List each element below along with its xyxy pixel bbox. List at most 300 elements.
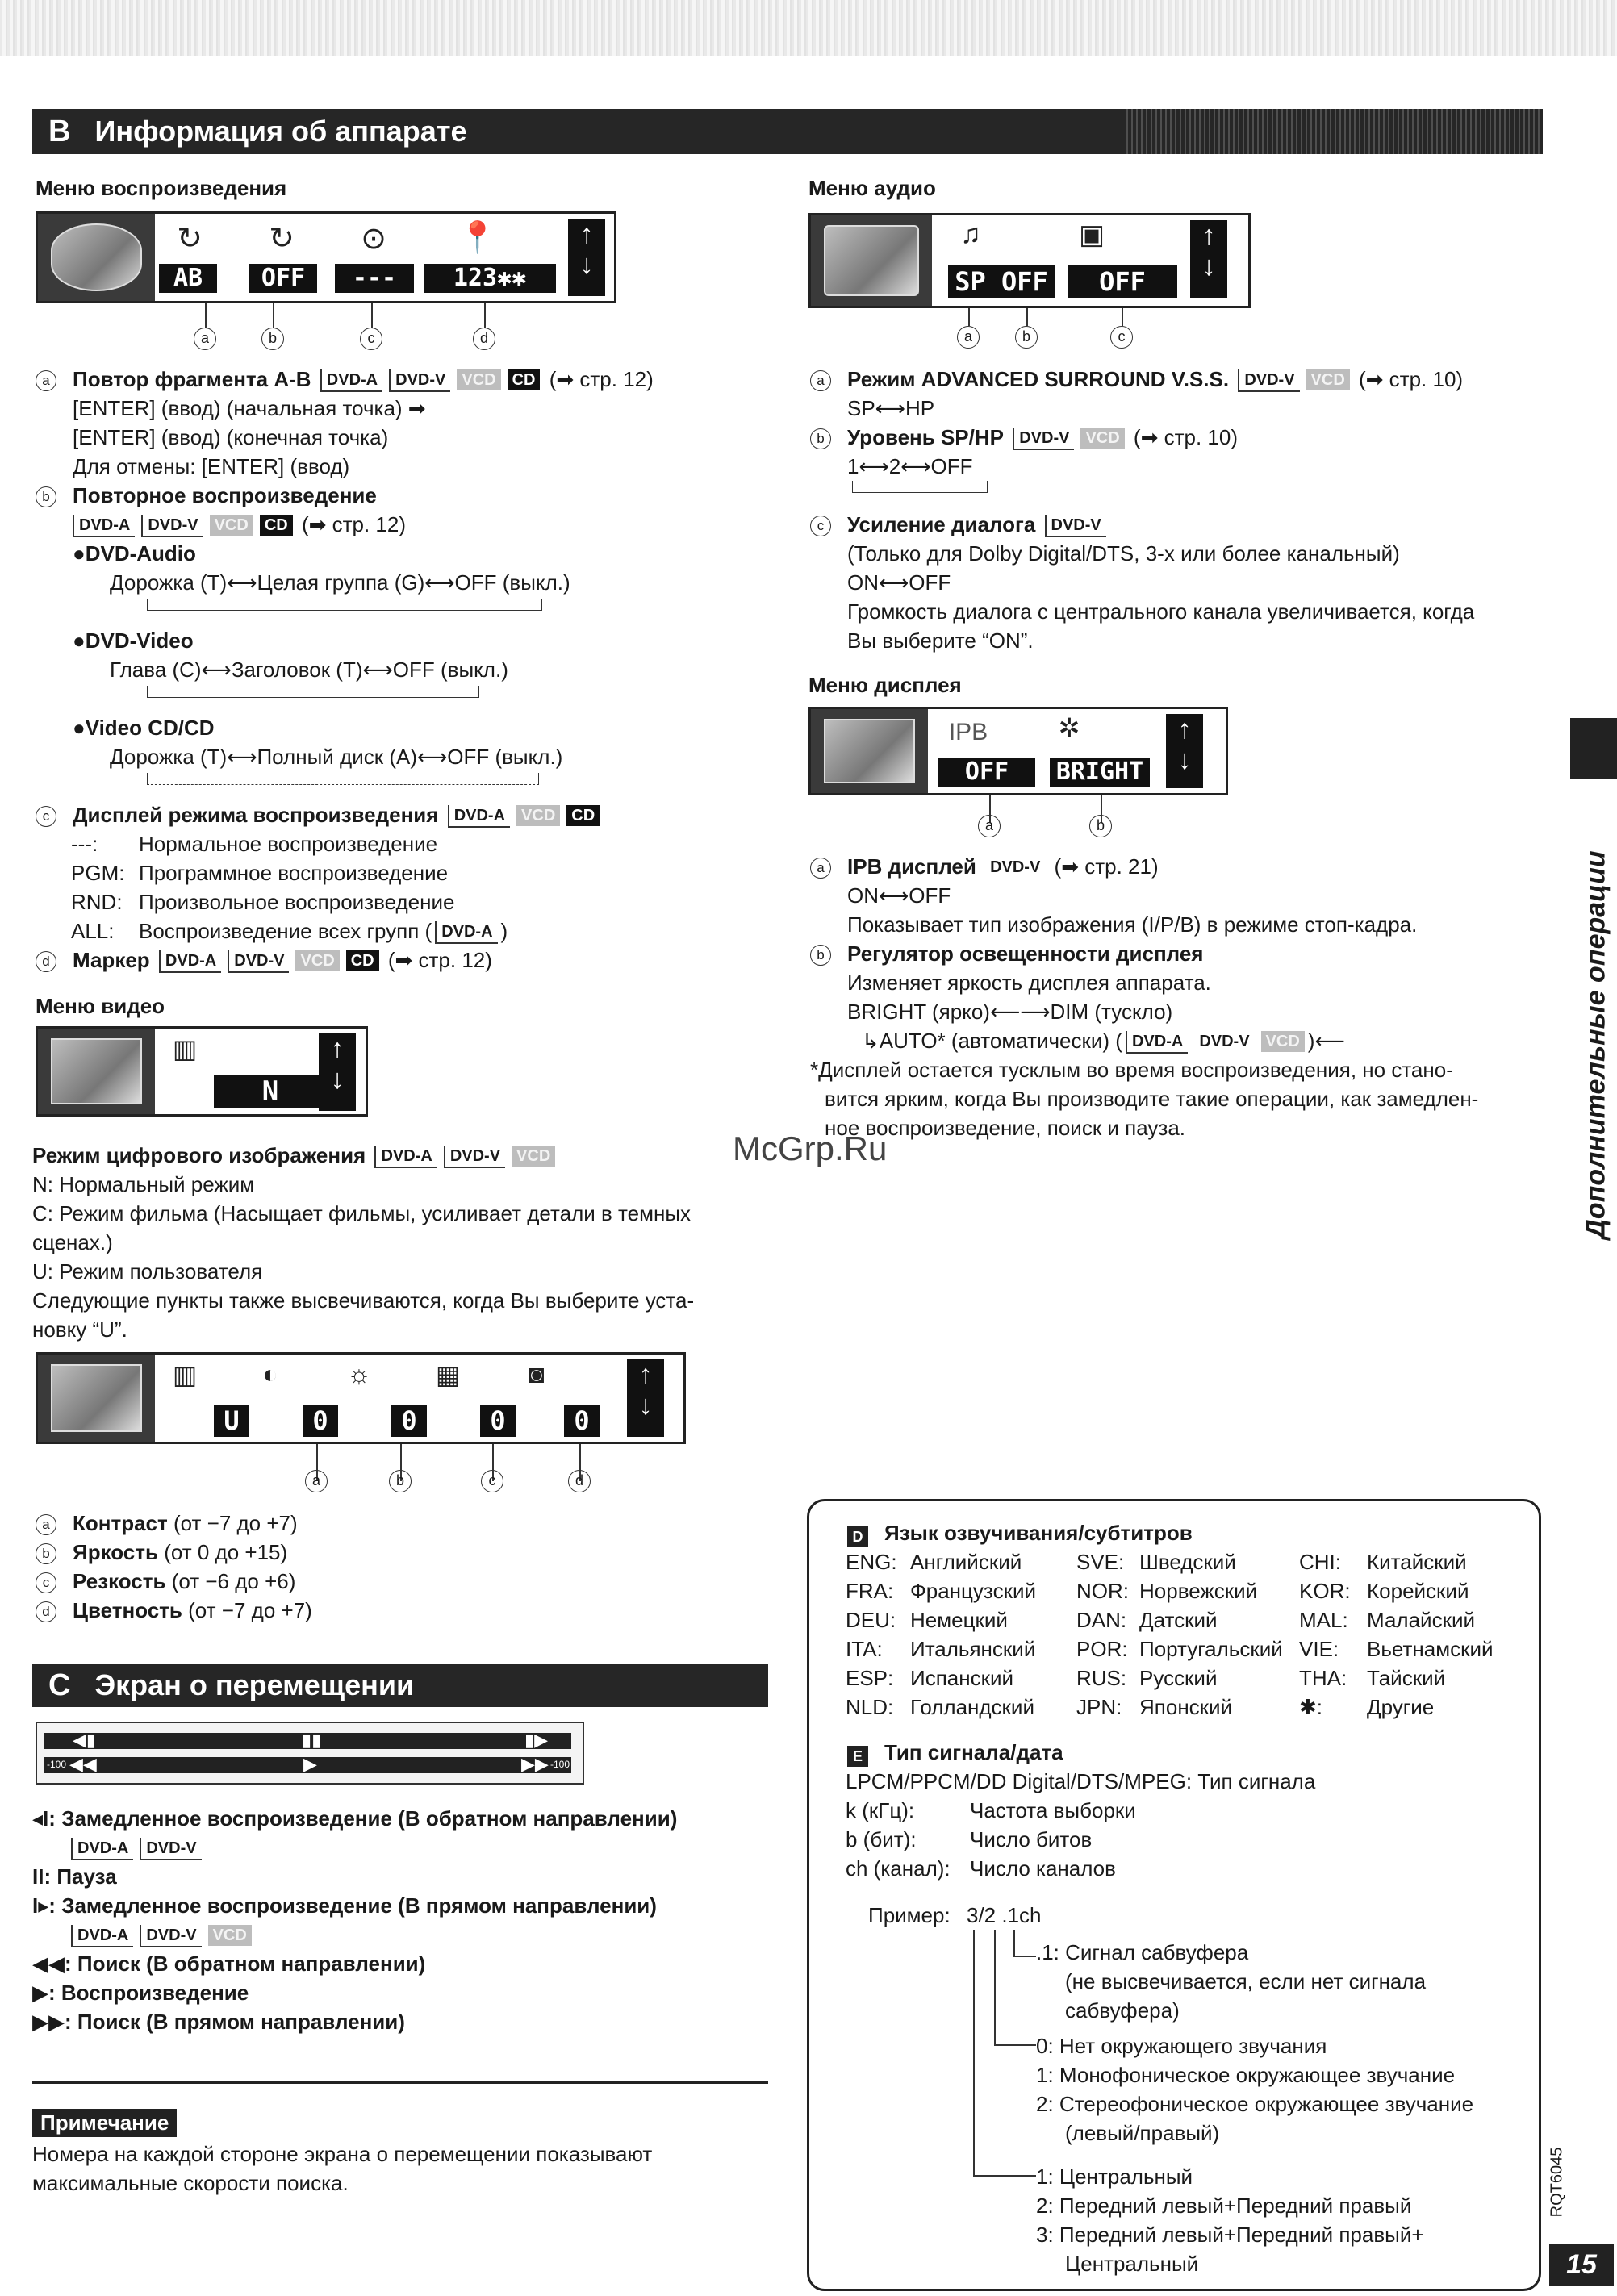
box-title: Язык озвучивания/субтитров <box>884 1521 1193 1545</box>
mode-value: Программное воспроизведение <box>139 861 449 885</box>
auto-text: ↳AUTO* (автоматически) ( <box>862 1029 1122 1053</box>
item-a-line2: [ENTER] (ввод) (конечная точка) <box>73 425 389 449</box>
video-cd-label: ●Video CD/CD <box>73 716 215 740</box>
scan-top-strip <box>0 0 1617 56</box>
up-down-arrows-icon: ↑ ↓ <box>568 219 605 296</box>
language-code: CHI: <box>1299 1550 1341 1574</box>
example-line <box>973 2175 1036 2177</box>
language-name: Испанский <box>910 1666 1014 1690</box>
item-marker: b <box>36 486 56 507</box>
video-line: U: Режим пользователя <box>32 1259 263 1284</box>
item-marker: d <box>36 1601 56 1622</box>
language-name: Тайский <box>1367 1666 1446 1690</box>
marker-b: b <box>389 1470 412 1492</box>
osd-dialogue-off: OFF <box>1068 265 1177 298</box>
dvd-audio-seq: Дорожка (T)⟷Целая группа (G)⟷OFF (выкл.) <box>110 570 570 595</box>
symbol: ▶▶: <box>32 2010 72 2034</box>
marker-line <box>968 308 970 326</box>
adjust-title: Яркость <box>73 1540 158 1564</box>
video-osd <box>36 1026 368 1117</box>
tag-dvd-a: DVD-A <box>71 1925 133 1947</box>
tag-vcd: VCD <box>1306 369 1350 390</box>
video-thumbnail <box>38 1029 155 1114</box>
tag-cd: CD <box>346 950 379 971</box>
language-code: ESP: <box>846 1666 894 1690</box>
adjust-contrast <box>36 1509 298 1538</box>
slow-reverse-icon: ◀▮ <box>73 1730 97 1750</box>
transport-label: Пауза <box>56 1864 117 1889</box>
repeat-ab-icon: ↻ <box>177 222 203 256</box>
marker-line <box>1122 308 1123 326</box>
example-line-text: 1: Центральный <box>1036 2165 1193 2189</box>
example-label: Пример: <box>868 1903 951 1927</box>
signal-type-line: LPCM/PPCM/DD Digital/DTS/MPEG: Тип сигнала <box>846 1769 1316 1793</box>
digital-picture-mode <box>32 1141 558 1170</box>
tag-dvd-v: DVD-V <box>1199 1033 1250 1050</box>
side-title-text: Дополнительные операции <box>1580 850 1611 1239</box>
item-marker: a <box>810 370 831 391</box>
display-footnote: ное воспроизведение, поиск и пауза. <box>825 1116 1186 1140</box>
mode-title: Режим цифрового изображения <box>32 1143 366 1167</box>
language-code: SVE: <box>1076 1550 1125 1574</box>
transport-row <box>32 1949 425 1978</box>
osd-ab: AB <box>159 264 217 293</box>
tag-dvd-a: DVD-A <box>71 1838 133 1860</box>
language-name: Малайский <box>1367 1608 1475 1632</box>
mode-key: PGM: <box>71 861 125 885</box>
item-marker: b <box>36 1543 56 1564</box>
section-title: Экран о перемещении <box>94 1668 415 1701</box>
box-e-heading <box>847 1738 1063 1767</box>
section-b-header <box>32 109 1543 154</box>
mode-row: Нормальное воспроизведение <box>139 832 438 856</box>
item-marker: d <box>36 951 56 972</box>
display-a-seq: ON⟷OFF <box>847 883 951 908</box>
language-code: JPN: <box>1076 1695 1122 1719</box>
loop-line <box>147 773 539 785</box>
mode-key: ALL: <box>71 919 115 943</box>
osd-color: 0 <box>564 1405 600 1437</box>
section-letter: D <box>847 1526 868 1547</box>
transport-row <box>32 1804 677 1833</box>
transport-label: Замедленное воспроизведение (В обратном направлении) <box>61 1806 678 1831</box>
video-cd-seq: Дорожка (T)⟷Полный диск (A)⟷OFF (выкл.) <box>110 745 563 769</box>
paren: ) <box>500 919 508 943</box>
loop-line <box>147 686 479 698</box>
marker-d: d <box>568 1470 591 1492</box>
display-b-seq2 <box>862 1026 1345 1055</box>
up-down-arrows-icon: ↑ ↓ <box>319 1033 356 1111</box>
disc-thumbnail <box>38 214 155 301</box>
marker-b: b <box>1015 326 1038 349</box>
marker-b: b <box>261 328 284 350</box>
language-name: Голландский <box>910 1695 1034 1719</box>
language-code: THA: <box>1299 1666 1348 1690</box>
dialogue-icon: ▣ <box>1078 219 1105 250</box>
marker-pin-icon: 📍 <box>458 221 497 255</box>
language-code: NOR: <box>1076 1579 1129 1603</box>
play-icon: ▶ <box>303 1754 317 1774</box>
tag-dvd-a: DVD-A <box>320 369 382 392</box>
tag-cd: CD <box>508 369 541 390</box>
adjust-range: (от −7 до +7) <box>182 1598 312 1622</box>
playback-item-d <box>36 946 492 975</box>
up-down-arrows-icon: ↑ ↓ <box>1166 714 1203 788</box>
video-thumbnail <box>38 1355 155 1442</box>
up-down-arrows-icon: ↑ ↓ <box>627 1359 664 1437</box>
language-code: KOR: <box>1299 1579 1351 1603</box>
note-line1: Номера на каждой стороне экрана о перемещении показывают <box>32 2142 653 2166</box>
note-label: Примечание <box>32 2109 177 2137</box>
dvd-audio-label: ●DVD-Audio <box>73 541 196 566</box>
item-a-line1: [ENTER] (ввод) (начальная точка) ➡ <box>73 396 426 420</box>
language-name: Корейский <box>1367 1579 1469 1603</box>
language-name: Немецкий <box>910 1608 1008 1632</box>
symbol: I▸: <box>32 1893 56 1918</box>
marker-line <box>205 303 207 328</box>
pause-icon: ▮▮ <box>302 1730 322 1750</box>
transport-label: Воспроизведение <box>61 1981 249 2005</box>
tag-vcd: VCD <box>295 950 339 971</box>
mode-value: Воспроизведение всех групп ( <box>139 919 432 943</box>
osd-marker: 123✱✱ <box>424 264 556 293</box>
disc-play-icon: ⊙ <box>361 222 386 256</box>
osd-ipb-off: OFF <box>938 758 1035 787</box>
language-name: Японский <box>1139 1695 1233 1719</box>
adjust-title: Резкость <box>73 1569 166 1593</box>
box-d-heading <box>847 1518 1193 1547</box>
doc-code <box>1541 2138 1573 2227</box>
example-line <box>973 1930 975 2177</box>
example-line-text: 3: Передний левый+Передний правый+ <box>1036 2223 1424 2247</box>
tag-dvd-v: DVD-V <box>1045 515 1106 537</box>
paren: )⟵ <box>1307 1029 1345 1053</box>
marker-line <box>371 303 373 328</box>
marker-c: c <box>481 1470 503 1492</box>
tag-dvd-a: DVD-A <box>435 921 497 944</box>
adjust-range: (от −6 до +6) <box>165 1569 296 1593</box>
display-osd <box>808 707 1228 795</box>
mode-row <box>71 829 98 858</box>
transport-bar <box>36 1722 584 1785</box>
playback-item-b <box>36 481 377 510</box>
item-title: Уровень SP/HP <box>847 425 1004 449</box>
marker-a: a <box>978 815 1001 837</box>
signal-value: Частота выборки <box>970 1798 1136 1822</box>
tag-dvd-v: DVD-V <box>990 858 1041 876</box>
item-title: Дисплей режима воспроизведения <box>73 803 439 827</box>
osd-user: U <box>214 1405 249 1437</box>
language-name: Итальянский <box>910 1637 1036 1661</box>
example-line <box>994 2044 1036 2046</box>
item-marker: c <box>36 1572 56 1593</box>
item-title: Повтор фрагмента A-B <box>73 367 311 391</box>
page-ref: (➡ стр. 21) <box>1054 854 1159 879</box>
video-line: Следующие пункты также высвечиваются, когда Вы выберите уста- <box>32 1288 695 1313</box>
item-marker: b <box>810 945 831 966</box>
slow-forward-icon: ▮▶ <box>524 1730 549 1750</box>
language-code: MAL: <box>1299 1608 1348 1632</box>
audio-a-seq: SP⟷HP <box>847 396 935 420</box>
search-reverse-icon: ◀◀ <box>69 1754 97 1774</box>
audio-c-line1: (Только для Dolby Digital/DTS, 3-х или более канальный) <box>847 541 1400 566</box>
language-code: NLD: <box>846 1695 894 1719</box>
example-line-text: 1: Монофоническое окружающее звучание <box>1036 2063 1456 2087</box>
item-a-line3: Для отмены: [ENTER] (ввод) <box>73 454 350 478</box>
example-line-text: 0: Нет окружающего звучания <box>1036 2034 1327 2058</box>
display-menu-heading: Меню дисплея <box>808 673 962 697</box>
display-item-b <box>810 939 1203 968</box>
video-line: новку “U”. <box>32 1317 127 1342</box>
contrast-icon: ◐ <box>262 1359 278 1388</box>
tag-cd: CD <box>260 515 293 536</box>
transport-label: Поиск (В обратном направлении) <box>77 1952 426 1976</box>
symbol: ◀◀: <box>32 1952 72 1976</box>
brightness-icon: ✲ <box>1058 713 1080 742</box>
item-title: Повторное воспроизведение <box>73 483 377 507</box>
marker-line <box>1026 308 1028 326</box>
item-b-tags <box>69 510 406 539</box>
page-ref: (➡ стр. 10) <box>1133 425 1238 449</box>
video-line: N: Нормальный режим <box>32 1172 255 1196</box>
example-line-text: Центральный <box>1065 2252 1199 2276</box>
tag-dvd-a: DVD-A <box>159 950 221 973</box>
language-code: VIE: <box>1299 1637 1339 1661</box>
language-name: Португальский <box>1139 1637 1283 1661</box>
osd-mode: --- <box>335 264 414 293</box>
adjust-range: (от −7 до +7) <box>167 1511 298 1535</box>
watermark: McGrp.Ru <box>733 1129 888 1167</box>
speaker-thumbnail <box>811 215 932 306</box>
language-name: Вьетнамский <box>1367 1637 1494 1661</box>
item-title: IPB дисплей <box>847 854 976 879</box>
adjust-title: Контраст <box>73 1511 168 1535</box>
item-marker: c <box>810 516 831 536</box>
tag-vcd: VCD <box>457 369 500 390</box>
transport-label: Замедленное воспроизведение (В прямом направлении) <box>61 1893 657 1918</box>
item-marker: a <box>36 1514 56 1535</box>
left-speed: -100 <box>47 1759 67 1770</box>
audio-osd <box>808 213 1251 308</box>
audio-item-b <box>810 423 1238 452</box>
tag-vcd: VCD <box>210 515 253 536</box>
audio-b-seq: 1⟷2⟷OFF <box>847 454 973 478</box>
page-ref: (➡ стр. 12) <box>549 367 654 391</box>
user-picture-osd <box>36 1352 686 1444</box>
example-line-text: 2: Стереофоническое окружающее звучание <box>1036 2092 1474 2116</box>
audio-c-line4: Вы выберите “ON”. <box>847 628 1034 653</box>
dvd-video-seq: Глава (C)⟷Заголовок (T)⟷OFF (выкл.) <box>110 657 508 682</box>
signal-key: ch (канал): <box>846 1856 951 1881</box>
language-code: RUS: <box>1076 1666 1127 1690</box>
loop-line <box>852 481 988 493</box>
side-title <box>1580 803 1612 1287</box>
playback-osd <box>36 211 616 303</box>
note-line2: максимальные скорости поиска. <box>32 2171 349 2195</box>
adjust-sharpness <box>36 1567 295 1596</box>
example-value: 3/2 .1ch <box>967 1903 1042 1927</box>
language-code: POR: <box>1076 1637 1128 1661</box>
signal-value: Число каналов <box>970 1856 1116 1881</box>
display-b-desc: Изменяет яркость дисплея аппарата. <box>847 971 1211 995</box>
section-tab <box>1570 718 1617 779</box>
mode-value: Произвольное воспроизведение <box>139 890 455 914</box>
language-name: Английский <box>910 1550 1022 1574</box>
transport-tags <box>68 1920 255 1949</box>
playback-item-c <box>36 800 603 829</box>
playback-menu-heading: Меню воспроизведения <box>36 176 287 200</box>
item-title: Режим ADVANCED SURROUND V.S.S. <box>847 367 1230 391</box>
display-a-desc: Показывает тип изображения (I/P/B) в режиме стоп-кадра. <box>847 912 1418 937</box>
osd-picture-mode: N <box>214 1075 327 1108</box>
section-letter: E <box>847 1746 868 1767</box>
transport-row <box>32 1978 249 2007</box>
osd-sp-off: SP OFF <box>948 265 1055 298</box>
tag-vcd: VCD <box>1261 1031 1305 1052</box>
audio-menu-heading: Меню аудио <box>808 176 936 200</box>
language-code: ✱: <box>1299 1695 1323 1719</box>
language-name: Русский <box>1139 1666 1218 1690</box>
transport-row <box>32 2007 405 2036</box>
example-line <box>1013 1930 1015 1957</box>
osd-bright: BRIGHT <box>1050 758 1150 787</box>
language-name: Китайский <box>1367 1550 1467 1574</box>
adjust-range: (от 0 до +15) <box>157 1540 288 1564</box>
tag-vcd: VCD <box>1080 428 1124 449</box>
item-marker: a <box>810 858 831 879</box>
language-code: ENG: <box>846 1550 897 1574</box>
marker-d: d <box>473 328 495 350</box>
page-ref: (➡ стр. 12) <box>301 512 406 536</box>
transport-tags <box>68 1833 205 1862</box>
tag-dvd-v: DVD-V <box>389 369 450 392</box>
doc-code-text: RQT6045 <box>1548 2147 1566 2218</box>
item-marker: c <box>36 806 56 827</box>
language-name: Французский <box>910 1579 1036 1603</box>
example-line-text: (не высвечивается, если нет сигнала <box>1065 1969 1427 1993</box>
right-speed: -100 <box>550 1759 570 1770</box>
page-ref: (➡ стр. 12) <box>387 948 492 972</box>
picture-mode-icon: ▥ <box>172 1034 198 1063</box>
language-code: DEU: <box>846 1608 896 1632</box>
audio-c-line2: ON⟷OFF <box>847 570 951 595</box>
language-code: ITA: <box>846 1637 883 1661</box>
transport-row <box>32 1891 657 1920</box>
adjust-title: Цветность <box>73 1598 182 1622</box>
example-line-text: (левый/правый) <box>1065 2121 1220 2145</box>
osd-repeat-off: OFF <box>249 264 317 293</box>
transport-row <box>32 1862 117 1891</box>
display-footnote: вится ярким, когда Вы производите такие операции, как замедлен- <box>825 1087 1479 1111</box>
header-fade <box>1123 109 1543 154</box>
section-letter: C <box>48 1668 71 1702</box>
display-footnote: *Дисплей остается тусклым во время воспроизведения, но стано- <box>810 1058 1453 1082</box>
box-title: Тип сигнала/дата <box>884 1740 1063 1764</box>
language-name: Норвежский <box>1139 1579 1258 1603</box>
display-b-seq1: BRIGHT (ярко)⟵⟶DIM (тускло) <box>847 1000 1173 1024</box>
picture-mode-icon: ▥ <box>172 1360 198 1389</box>
audio-c-line3: Громкость диалога с центрального канала увеличивается, когда <box>847 599 1475 624</box>
tag-vcd: VCD <box>512 1146 555 1167</box>
note-divider <box>32 2081 768 2084</box>
marker-a: a <box>957 326 980 349</box>
signal-key: k (кГц): <box>846 1798 915 1822</box>
ipb-label: IPB <box>948 719 988 745</box>
marker-c: c <box>1110 326 1133 349</box>
tag-dvd-v: DVD-V <box>444 1146 505 1168</box>
tag-dvd-a: DVD-A <box>73 515 135 537</box>
marker-line <box>273 303 274 328</box>
page-number: 15 <box>1549 2244 1614 2286</box>
adjust-brightness <box>36 1538 287 1567</box>
symbol: ▶: <box>32 1981 56 2005</box>
item-title: Маркер <box>73 948 150 972</box>
example-line <box>994 1930 996 2046</box>
playback-item-a <box>36 365 654 394</box>
tag-dvd-v: DVD-V <box>140 1925 201 1947</box>
surround-icon: ♫ <box>960 219 981 249</box>
tag-dvd-v: DVD-V <box>1013 428 1074 450</box>
section-c-header <box>32 1664 768 1707</box>
video-line: C: Режим фильма (Насыщает фильмы, усиливает детали в темных <box>32 1201 692 1225</box>
item-marker: a <box>36 370 56 391</box>
section-letter: B <box>48 114 71 148</box>
sharpness-icon: ▦ <box>435 1360 461 1389</box>
language-name: Другие <box>1367 1695 1435 1719</box>
language-name: Датский <box>1139 1608 1218 1632</box>
audio-item-c <box>810 510 1109 539</box>
mode-value-all <box>139 916 508 946</box>
example-line-text: .1: Сигнал сабвуфера <box>1036 1940 1249 1964</box>
video-line: сценах.) <box>32 1230 113 1254</box>
item-title: Регулятор освещенности дисплея <box>847 941 1204 966</box>
tag-dvd-a: DVD-A <box>1126 1031 1188 1054</box>
tag-dvd-v: DVD-V <box>228 950 289 973</box>
signal-value: Число битов <box>970 1827 1093 1851</box>
symbol: ◂I: <box>32 1806 56 1831</box>
marker-a: a <box>305 1470 328 1492</box>
tag-dvd-v: DVD-V <box>1238 369 1299 392</box>
audio-item-a <box>810 365 1463 394</box>
signal-key: b (бит): <box>846 1827 917 1851</box>
mode-key: ---: <box>71 832 98 856</box>
display-thumbnail <box>811 709 928 793</box>
marker-line <box>484 303 486 328</box>
tag-vcd: VCD <box>516 805 560 826</box>
language-name: Шведский <box>1139 1550 1236 1574</box>
tag-dvd-v: DVD-V <box>141 515 203 537</box>
video-menu-heading: Меню видео <box>36 994 165 1018</box>
section-title: Информация об аппарате <box>94 115 467 148</box>
display-item-a <box>810 852 1159 881</box>
example-line-text: 2: Передний левый+Передний правый <box>1036 2194 1412 2218</box>
example-line-text: сабвуфера) <box>1065 1998 1180 2023</box>
tag-dvd-a: DVD-A <box>448 805 510 828</box>
tag-dvd-a: DVD-A <box>374 1146 437 1168</box>
osd-brightness: 0 <box>391 1405 427 1437</box>
adjust-color <box>36 1596 312 1625</box>
page-ref: (➡ стр. 10) <box>1359 367 1464 391</box>
marker-a: a <box>194 328 216 350</box>
up-down-arrows-icon: ↑ ↓ <box>1190 220 1227 298</box>
color-icon: ◙ <box>529 1359 545 1388</box>
repeat-icon: ↻ <box>269 222 295 256</box>
search-forward-icon: ▶▶ <box>521 1754 549 1774</box>
language-code: DAN: <box>1076 1608 1127 1632</box>
osd-sharpness: 0 <box>480 1405 516 1437</box>
tag-dvd-v: DVD-V <box>140 1838 201 1860</box>
mode-key: RND: <box>71 890 123 914</box>
